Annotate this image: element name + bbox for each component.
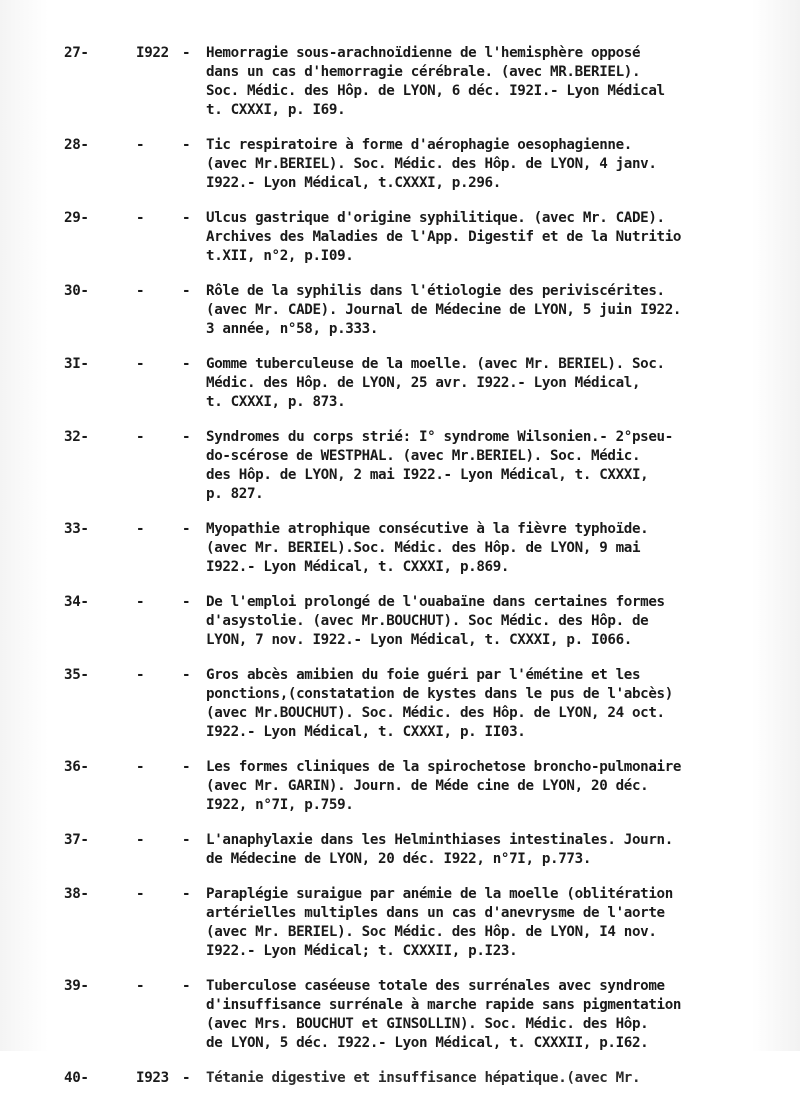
entry-text bbox=[206, 282, 800, 339]
list-item bbox=[0, 758, 800, 815]
entry-year: - bbox=[136, 759, 145, 775]
entry-text bbox=[206, 1069, 800, 1088]
entry-number: 29- bbox=[64, 210, 89, 226]
entry-line: d'asystolie. (avec Mr.BOUCHUT). Soc Médic. des Hôp. de bbox=[206, 613, 649, 629]
entry-line: Rôle de la syphilis dans l'étiologie des periviscérites. bbox=[206, 283, 665, 299]
entry-line: des Hôp. de LYON, 2 mai I922.- Lyon Médical, t. CXXXI, bbox=[206, 467, 649, 483]
entry-separator: - bbox=[182, 429, 191, 445]
entry-year: - bbox=[136, 521, 145, 537]
entry-text bbox=[206, 758, 800, 815]
entry-number: 34- bbox=[64, 594, 89, 610]
list-item bbox=[0, 209, 800, 266]
list-item bbox=[0, 977, 800, 1053]
entry-separator: - bbox=[182, 832, 191, 848]
entry-line: t.XII, n°2, p.I09. bbox=[206, 248, 354, 264]
entry-line: artérielles multiples dans un cas d'anevrysme de l'aorte bbox=[206, 905, 665, 921]
entry-number: 28- bbox=[64, 137, 89, 153]
entry-number: 36- bbox=[64, 759, 89, 775]
entry-year: - bbox=[136, 429, 145, 445]
entry-line: Syndromes du corps strié: I° syndrome Wilsonien.- 2°pseu- bbox=[206, 429, 673, 445]
entry-line: p. 827. bbox=[206, 486, 264, 502]
entry-number: 39- bbox=[64, 978, 89, 994]
entry-line: ponctions,(constatation de kystes dans le pus de l'abcès) bbox=[206, 686, 673, 702]
entry-line: t. CXXXI, p. 873. bbox=[206, 394, 346, 410]
entry-year: - bbox=[136, 978, 145, 994]
entry-line: (avec Mr.BOUCHUT). Soc. Médic. des Hôp. de LYON, 24 oct. bbox=[206, 705, 665, 721]
entry-line: Médic. des Hôp. de LYON, 25 avr. I922.- Lyon Médical, bbox=[206, 375, 641, 391]
entry-year: - bbox=[136, 356, 145, 372]
entry-text bbox=[206, 831, 800, 869]
entry-line: 3 année, n°58, p.333. bbox=[206, 321, 379, 337]
entry-line: Soc. Médic. des Hôp. de LYON, 6 déc. I92I.- Lyon Médical bbox=[206, 83, 665, 99]
entry-line: I922.- Lyon Médical, t. CXXXI, p. II03. bbox=[206, 724, 526, 740]
list-item bbox=[0, 428, 800, 504]
entry-number: 3I- bbox=[64, 356, 89, 372]
entry-line: t. CXXXI, p. I69. bbox=[206, 102, 346, 118]
entry-line: LYON, 7 nov. I922.- Lyon Médical, t. CXXXI, p. I066. bbox=[206, 632, 632, 648]
entry-text bbox=[206, 44, 800, 120]
list-item bbox=[0, 44, 800, 120]
entry-line: Tic respiratoire à forme d'aérophagie oesophagienne. bbox=[206, 137, 632, 153]
list-item bbox=[0, 355, 800, 412]
entry-line: Myopathie atrophique consécutive à la fièvre typhoïde. bbox=[206, 521, 649, 537]
entry-separator: - bbox=[182, 978, 191, 994]
entry-line: Tétanie digestive et insuffisance hépatique.(avec Mr. bbox=[206, 1070, 641, 1086]
entry-line: Gros abcès amibien du foie guéri par l'émétine et les bbox=[206, 667, 641, 683]
entry-text bbox=[206, 977, 800, 1053]
entry-line: Les formes cliniques de la spirochetose broncho-pulmonaire bbox=[206, 759, 682, 775]
entry-line: (avec Mr.BERIEL). Soc. Médic. des Hôp. de LYON, 4 janv. bbox=[206, 156, 657, 172]
entry-year: - bbox=[136, 137, 145, 153]
entry-number: 33- bbox=[64, 521, 89, 537]
entry-line: I922, n°7I, p.759. bbox=[206, 797, 354, 813]
entry-line: d'insuffisance surrénale à marche rapide sans pigmentation bbox=[206, 997, 682, 1013]
list-item bbox=[0, 831, 800, 869]
entry-line: Gomme tuberculeuse de la moelle. (avec Mr. BERIEL). Soc. bbox=[206, 356, 665, 372]
entry-separator: - bbox=[182, 137, 191, 153]
entry-line: Hemorragie sous-arachnoïdienne de l'hemisphère opposé bbox=[206, 45, 641, 61]
list-item bbox=[0, 1069, 800, 1088]
entry-line: L'anaphylaxie dans les Helminthiases intestinales. Journ. bbox=[206, 832, 673, 848]
entry-year: I922 bbox=[136, 45, 169, 61]
entry-line: (avec Mrs. BOUCHUT et GINSOLLIN). Soc. Médic. des Hôp. bbox=[206, 1016, 649, 1032]
entry-line: I922.- Lyon Médical, t. CXXXI, p.869. bbox=[206, 559, 510, 575]
entry-line: de LYON, 5 déc. I922.- Lyon Médical, t. CXXXII, p.I62. bbox=[206, 1035, 649, 1051]
entry-number: 27- bbox=[64, 45, 89, 61]
entry-number: 37- bbox=[64, 832, 89, 848]
entry-number: 38- bbox=[64, 886, 89, 902]
entry-separator: - bbox=[182, 521, 191, 537]
entry-text bbox=[206, 593, 800, 650]
entry-line: do-scérose de WESTPHAL. (avec Mr.BERIEL). Soc. Médic. bbox=[206, 448, 641, 464]
list-item bbox=[0, 666, 800, 742]
entry-line: (avec Mr. BERIEL).Soc. Médic. des Hôp. de LYON, 9 mai bbox=[206, 540, 641, 556]
entry-number: 40- bbox=[64, 1070, 89, 1086]
entry-separator: - bbox=[182, 759, 191, 775]
entry-separator: - bbox=[182, 886, 191, 902]
entry-line: (avec Mr. BERIEL). Soc Médic. des Hôp. de LYON, I4 nov. bbox=[206, 924, 657, 940]
entry-year: - bbox=[136, 667, 145, 683]
entry-year: - bbox=[136, 832, 145, 848]
entry-line: de Médecine de LYON, 20 déc. I922, n°7I, p.773. bbox=[206, 851, 592, 867]
entry-text bbox=[206, 136, 800, 193]
entry-number: 35- bbox=[64, 667, 89, 683]
entry-separator: - bbox=[182, 594, 191, 610]
list-item bbox=[0, 520, 800, 577]
entry-text bbox=[206, 666, 800, 742]
entry-line: Ulcus gastrique d'origine syphilitique. (avec Mr. CADE). bbox=[206, 210, 665, 226]
entry-year: - bbox=[136, 886, 145, 902]
entry-text bbox=[206, 355, 800, 412]
entry-line: dans un cas d'hemorragie cérébrale. (avec MR.BERIEL). bbox=[206, 64, 641, 80]
entry-line: (avec Mr. CADE). Journal de Médecine de LYON, 5 juin I922. bbox=[206, 302, 682, 318]
entry-text bbox=[206, 428, 800, 504]
list-item bbox=[0, 593, 800, 650]
entry-number: 32- bbox=[64, 429, 89, 445]
entry-line: I922.- Lyon Médical; t. CXXXII, p.I23. bbox=[206, 943, 518, 959]
entry-line: (avec Mr. GARIN). Journ. de Méde cine de LYON, 20 déc. bbox=[206, 778, 649, 794]
entry-number: 30- bbox=[64, 283, 89, 299]
entry-year: - bbox=[136, 594, 145, 610]
entry-year: - bbox=[136, 210, 145, 226]
entry-text bbox=[206, 209, 800, 266]
entry-separator: - bbox=[182, 667, 191, 683]
entry-year: I923 bbox=[136, 1070, 169, 1086]
entry-separator: - bbox=[182, 1070, 191, 1086]
entry-separator: - bbox=[182, 356, 191, 372]
entry-year: - bbox=[136, 283, 145, 299]
publication-list bbox=[0, 44, 800, 1104]
entry-text bbox=[206, 885, 800, 961]
list-item bbox=[0, 885, 800, 961]
entry-separator: - bbox=[182, 45, 191, 61]
entry-separator: - bbox=[182, 283, 191, 299]
entry-line: Paraplégie suraigue par anémie de la moelle (oblitération bbox=[206, 886, 673, 902]
entry-separator: - bbox=[182, 210, 191, 226]
entry-text bbox=[206, 520, 800, 577]
entry-line: De l'emploi prolongé de l'ouabaïne dans certaines formes bbox=[206, 594, 665, 610]
entry-line: Tuberculose caséeuse totale des surrénales avec syndrome bbox=[206, 978, 665, 994]
entry-line: Archives des Maladies de l'App. Digestif et de la Nutritio bbox=[206, 229, 682, 245]
entry-line: I922.- Lyon Médical, t.CXXXI, p.296. bbox=[206, 175, 501, 191]
list-item bbox=[0, 136, 800, 193]
list-item bbox=[0, 282, 800, 339]
